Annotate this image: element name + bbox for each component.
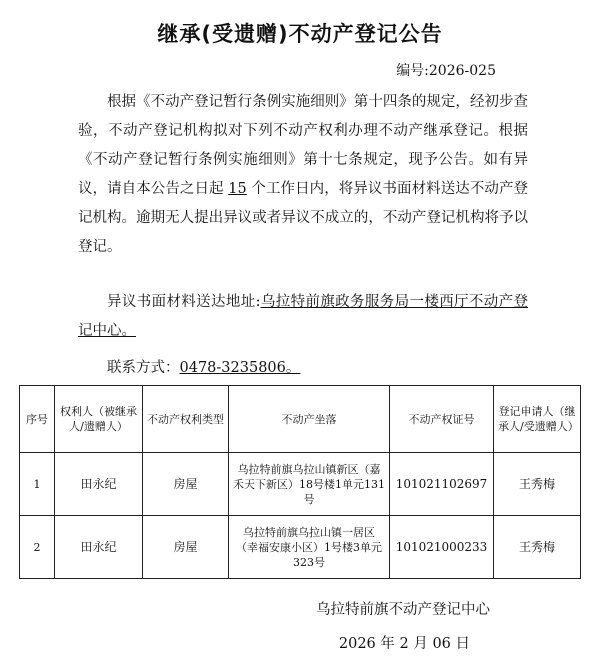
table-row — [20, 516, 581, 579]
property-table — [19, 385, 581, 579]
cell-location: 乌拉特前旗乌拉山镇新区（嘉禾天下新区）18号楼1单元131号 — [229, 453, 390, 516]
cell-certificate-no: 101021102697 — [390, 453, 494, 516]
cell-right-type: 房屋 — [143, 516, 229, 579]
address-label: 异议书面材料送达地址: — [107, 294, 261, 310]
objection-days: 15 — [228, 181, 247, 197]
issue-date: 2026 年 2 月 06 日 — [338, 636, 470, 652]
contact-phone: 0478-3235806。 — [179, 360, 301, 376]
issuer-name: 乌拉特前旗不动产登记中心 — [316, 602, 490, 618]
body-text-part-2: 个工作日内，将异议书面材料送达不动产登记机构。逾期无人提出异议或者异议不成立的，不动产登记机构将予以登记。 — [78, 181, 528, 255]
cell-certificate-no: 101021000233 — [390, 516, 494, 579]
cell-serial: 1 — [20, 453, 55, 516]
cell-right-holder: 田永纪 — [55, 453, 143, 516]
cell-location: 乌拉特前旗乌拉山镇一居区（幸福安康小区）1号楼3单元323号 — [229, 516, 390, 579]
header-location: 不动产坐落 — [229, 386, 390, 453]
table-header-row — [20, 386, 581, 453]
header-certificate-no: 不动产权证号 — [390, 386, 494, 453]
notice-title: 继承(受遗赠)不动产登记公告 — [157, 22, 443, 46]
contact-paragraph — [78, 354, 528, 383]
header-applicant: 登记申请人（继承人/受遗赠人） — [494, 386, 581, 453]
cell-serial: 2 — [20, 516, 55, 579]
cell-applicant: 王秀梅 — [494, 453, 581, 516]
objection-address-paragraph — [78, 288, 528, 346]
document-number: 编号:2026-025 — [396, 63, 496, 79]
cell-right-holder: 田永纪 — [55, 516, 143, 579]
cell-applicant: 王秀梅 — [494, 516, 581, 579]
objection-address: 乌拉特前旗政务服务局一楼西厅不动产登记中心。 — [78, 294, 528, 339]
contact-label: 联系方式： — [107, 360, 180, 376]
header-right-type: 不动产权利类型 — [143, 386, 229, 453]
body-text-part-1: 根据《不动产登记暂行条例实施细则》第十四条的规定，经初步查验，不动产登记机构拟对下列不动产权利办理不动产继承登记。根据《不动产登记暂行条例实施细则》第十七条规定，现予公告。如有异议，请自本公告之日起 — [78, 94, 528, 197]
cell-right-type: 房屋 — [143, 453, 229, 516]
header-right-holder: 权利人（被继承人/遗赠人） — [55, 386, 143, 453]
header-serial: 序号 — [20, 386, 55, 453]
notice-body-paragraph — [78, 88, 528, 262]
table-row — [20, 453, 581, 516]
